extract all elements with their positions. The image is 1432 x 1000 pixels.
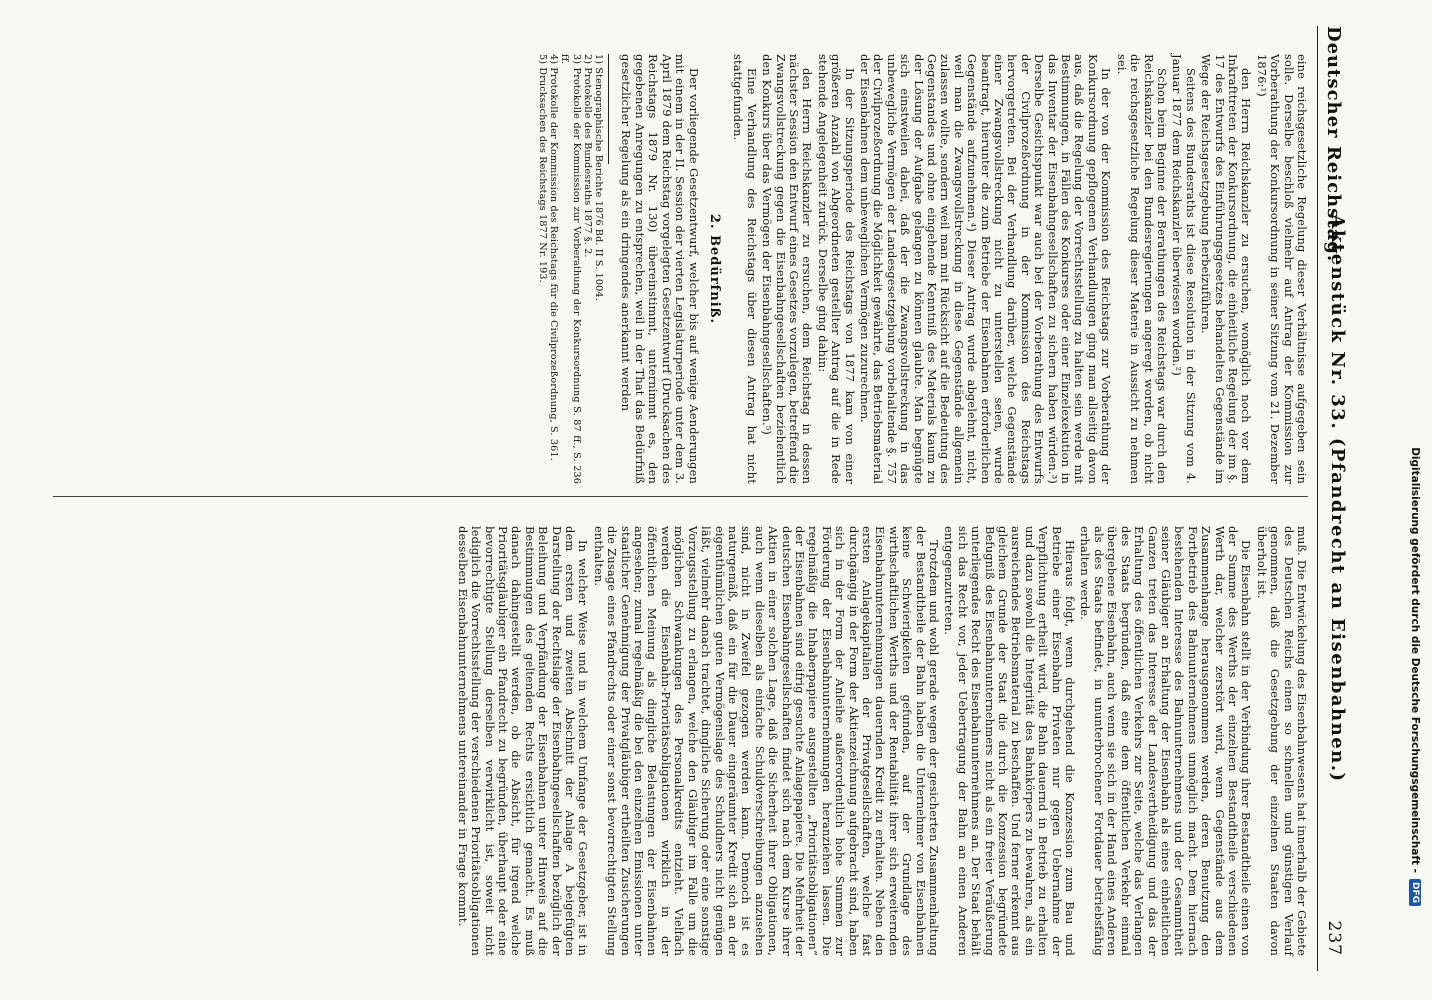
running-header: [1316, 6, 1354, 991]
footnotes: [537, 54, 604, 484]
paragraph: Trotzdem und wohl gerade wegen der gesicherten Zusammenhaltung der Bestandtheile der Bahn haben die Unternehmer von Eisenbahnen keine Schwierigkeiten gefunden, auf der Grundlage des wirthschaftlichen Werths und der Rentabilität ihrer sich erweiternden Eisenbahnunternehmungen dauernden Kredit zu erhalten. Neben den ersten Anlagekapitalien der Privatgesellschaften, welche fast durchgängig in der Form der Aktienzeichnung aufgebracht sind, haben sich in der Form der Anleihe außerordentlich hohe Summen zur Förderung der Eisenbahnunternehmungen heranziehen lassen. Die regelmäßig die Inhaberpapiere ausgestellten „Prioritätsobligationen“ der Eisenbahnen sind eifrig gesuchte Anlagepapiere. Die Mehrheit der deutschen Eisenbahngesellschaften findet sich nach dem Kurse ihrer Aktien in einer solchen Lage, daß die Sicherheit ihrer Obligationen, auch wenn dieselben als einfache Schuldverschreibungen anzusehen sind, nicht in Zweifel gezogen werden kann. Dennoch ist es naturgemäß, daß ein für die Dauer eingeräumter Kredit sich an der eigenthümlichen guten Vermögenslage des Schuldners nicht genügen läßt, vielmehr danach trachtet, dingliche Sicherung oder eine sonstige Vorzugsstellung zu erlangen, welche den Gläubiger im Falle um die möglichen Schwankungen des Personalkredits entzieht. Vielfach werden die Eisenbahn-Prioritätsobligationen wirklich in der öffentlichen Meinung als dingliche Belastungen der Eisenbahnen angesehen; zumal regelmäßig die bei den einzelnen Emissionen unter staatlicher Genehmigung der Privatgläubiger ertheilten Zusicherungen die Zusage eines Pfandrechts oder einer sonst bevorrechtigten Stellung enthalten.: [591, 526, 942, 956]
paragraph: den Herrn Reichskanzler zu ersuchen, dem Reichstag in dessen nächster Session den Entwurf eines Gesetzes vorzulegen, betreffend die Zwangsvollstreckung gegen die Eisenbahngesellschaften beziehentlich den Konkurs über das Vermögen der Eisenbahngesellschaften.⁵): [760, 54, 815, 484]
paragraph: In welcher Weise und in welchem Umfange der Gesetzgeber, ist in dem ersten und zweiten Abschnitt der Anlage A beigefügten Darstellung der Rechtslage der Eisenbahngesellschaften bezüglich der Beleihung und Verpfändung der Eisenbahnen unter Hinweis auf die Bestimmungen des geltenden Rechts ersichtlich gemacht. Es muß danach dahingestellt werden, ob die Absicht, für irgend welche Prioritätsgläubiger ein Pfandrecht zu begründen, überhaupt oder eine bevorrechtigte Stellung derselben verwirklicht ist, soweit nicht lediglich die Vorrechtsstellung der verschiedenen Prioritätsobligationen desselben Eisenbahnunternehmens untereinander in Frage kommt.: [455, 526, 591, 956]
page-number: 237: [1324, 920, 1344, 956]
sidebar-credit: Digitalisierung gefördert durch die Deutsche Forschungsgemeinschaft -: [1409, 447, 1421, 873]
header-rule: [1317, 26, 1318, 971]
footnote-rule: [608, 54, 609, 164]
paragraph: Schon beim Beginne der Berathungen des Reichstags war durch den Reichskanzler bei den Bundesregierungen angeregt worden, ob nicht die reichsgesetzliche Regelung dieser Materie in Aussicht zu nehmen sei.: [1114, 54, 1169, 484]
paragraph: Hieraus folgt, wenn durchgehend die Konzession zum Bau und Betriebe einer Eisenbahn Privaten nur gegen Uebernahme der Verpflichtung ertheilt wird, die Bahn dauernd in Betrieb zu erhalten und dazu sowohl die Integrität des Bahnkörpers zu bewahren, als ein ausreichendes Betriebsmaterial zu beschaffen. Und ferner erkennt aus gleichem Grunde der Staat die durch die Konzession begründete Befugniß des Eisenbahnunternehmers nicht als ein freier Veräußerung unterliegendes Recht des Eisenbahnunternehmens an. Der Staat behält sich das Recht vor, jeder Uebertragung der Bahn an einen Anderen entgegenzutreten.: [942, 526, 1078, 956]
section-heading: 2. Bedürfniß.: [706, 213, 722, 325]
header-left: Deutscher Reichstag.: [1323, 26, 1344, 263]
paragraph: muß. Die Entwickelung des Eisenbahnwesens hat innerhalb der Gebiete des Deutschen Reichs einen so schnellen und günstigen Verlauf genommen, daß die Gesetzgebung der einzelnen Staaten davon überholt ist.: [1254, 526, 1309, 956]
footnote: 4) Protokolle der Kommission des Reichstags für die Civilprozeßordnung, S. 361.: [548, 54, 560, 461]
header-title: Aktenstück Nr. 33. (Pfandrecht an Eisenbahnen.): [1327, 214, 1348, 783]
footnote: 5) Drucksachen des Reichstags 1877 Nr. 193.: [537, 54, 549, 283]
paragraph: eine reichsgesetzliche Regelung dieser Verhältnisse aufgegeben sein solle. Derselbe beschloß vielmehr auf Antrag der Kommission zur Vorberathung der Konkursordnung in seiner Sitzung vom 21. Dezember 1876:¹): [1254, 54, 1309, 484]
paragraph: den Herrn Reichskanzler zu ersuchen, womöglich noch vor dem Inkrafttreten der Konkursordnung, die einheitliche Regelung der im §. 17 des Entwurfs des Einführungsgesetzes behandelten Gegenstände im Wege der Reichsgesetzgebung herbeizuführen.: [1199, 54, 1254, 484]
footnote: 1) Stenographische Berichte 1876 Bd. II S. 1004.: [593, 54, 605, 301]
column-divider: [53, 496, 1308, 497]
dfg-logo: DFG: [1409, 879, 1421, 906]
footnote: 2) Protokolle des Bundesraths 1877 §. 2.: [581, 54, 593, 258]
paragraph: Der vorliegende Gesetzentwurf, welcher bis auf wenige Aenderungen mit einem in der II. Session der vierten Legislaturperiode unter dem 3. April 1879 dem Reichstag vorgelegten Gesetzentwurf (Drucksachen des Reichstags 1879 Nr. 130) übereinstimmt, unternimmt es, den gegebenen Anregungen zu entsprechen, weil in der That das Bedürfniß gesetzlicher Regelung als ein dringendes anerkannt werden: [619, 54, 701, 484]
paragraph: In der Sitzungsperiode des Reichstags von 1877 kam von einer größeren Anzahl von Abgeordneten gestellter Antrag auf die in Rede stehende Angelegenheit zurück. Derselbe ging dahin:: [815, 54, 857, 484]
rotated-page-content: [12, 6, 1412, 991]
paragraph: Die Eisenbahn stellt in der Verbindung ihrer Bestandtheile einen von der Summe des Werths der einzelnen Bestandtheile verschiedenen Werth dar, welcher zerstört wird, wenn Gegenstände aus dem Zusammenhange herausgenommen werden, deren Benutzung den Fortbetrieb des Bahnunternehmens unmöglich macht. Dem hiernach bestehenden Interesse des Bahnunternehmens und der Gesammtheit seiner Gläubiger an Erhaltung der Eisenbahn als eines einheitlichen Ganzen treten das Interesse der Landesvertheidigung und das der Erhaltung des öffentlichen Verkehrs zur Seite, welche das Verlangen des Staats begründen, daß eine dem öffentlichen Verkehr einmal übergebene Eisenbahn, auch wenn sie sich in der Hand eines Anderen als des Staats befindet, in ununterbrochener Fortdauer betriebsfähig erhalten werde.: [1078, 526, 1254, 956]
footnote: 3) Protokolle der Kommission zur Vorberathung der Konkursordnung S. 87 ff., S. 236 ff.: [559, 54, 582, 484]
left-column: [48, 54, 1308, 484]
sidebar-inner: [1404, 6, 1426, 906]
right-column: [48, 526, 1308, 956]
digitization-sidebar: [1410, 0, 1432, 1000]
paragraph: Seitens des Bundesraths ist diese Resolution in der Sitzung vom 4. Januar 1877 dem Reichskanzler überwiesen worden.²): [1170, 54, 1198, 484]
paragraph: In der von der Kommission des Reichstags zur Vorberathung der Konkursordnung gepflogenen Verhandlungen ging man allseitig davon aus, daß die Regelung der Vorrechtsstellung zu halten sein werde mit Bestimmungen, in Fällen des Konkurses oder einer Einzelexekution in das Inventar der Eisenbahngesellschaften zu sichern haben würden.³) Derselbe Gesichtspunkt war auch bei der Vorberathung des Entwurfs der Civilprozeßordnung in der Kommission des Reichstags hervorgetreten. Bei der Verhandlung darüber, welche Gegenstände einer Zwangsvollstreckung nicht zu unterstellen seien, wurde beantragt, hierunter die zum Betriebe der Eisenbahnen erforderlichen Gegenstände aufzunehmen.⁴) Dieser Antrag wurde abgelehnt, nicht, weil man die Zwangsvollstreckung in diese Gegenstände allgemein zulassen wollte, sondern weil man mit Rücksicht auf die Bedeutung des Gegenstandes und ohne eingehende Kenntniß des Materials kaum zu der Lösung der Aufgabe gelangen zu können glaubte. Man begnügte sich einstweilen dabei, daß der die Zwangsvollstreckung in das unbewegliche Vermögen der Landesgesetzgebung vorbehaltende §. 757 der Civilprozeßordnung die Möglichkeit gewährte, das Betriebsmaterial der Eisenbahnen dem unbeweglichen Vermögen zuzurechnen.: [858, 54, 1114, 484]
paragraph: Eine Verhandlung des Reichstags über diesen Antrag hat nicht stattgefunden.: [731, 54, 759, 484]
